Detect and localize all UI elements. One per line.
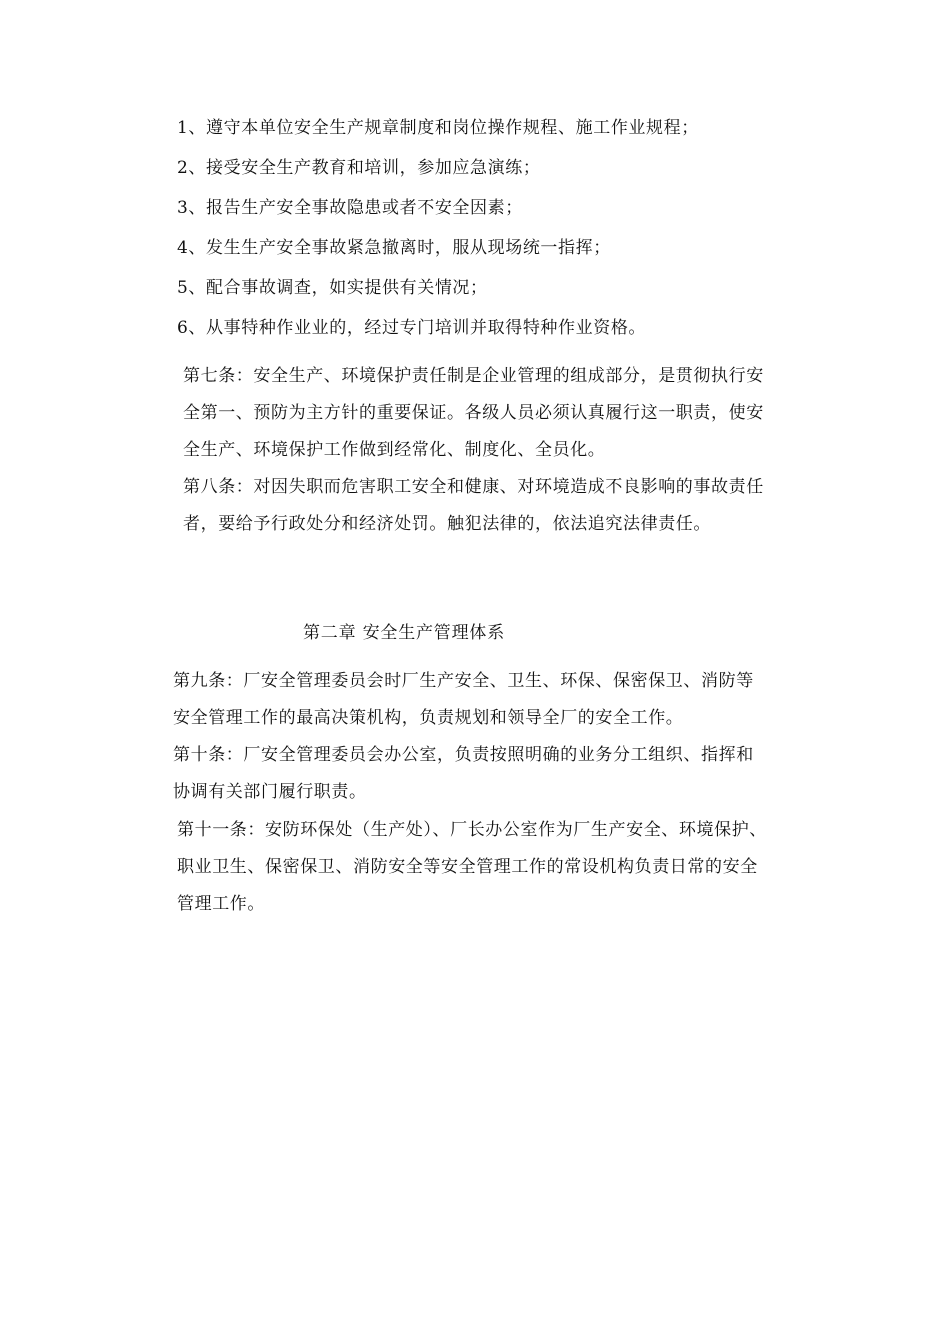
article-10-line-1: 第十条：厂安全管理委员会办公室，负责按照明确的业务分工组织、指挥和: [173, 745, 754, 765]
list-item-1: 1、遵守本单位安全生产规章制度和岗位操作规程、施工作业规程；: [177, 118, 699, 138]
article-7-line-1: 第七条：安全生产、环境保护责任制是企业管理的组成部分，是贯彻执行安: [183, 366, 764, 386]
list-item-4: 4、发生生产安全事故紧急撤离时，服从现场统一指挥；: [177, 238, 611, 258]
list-item-6: 6、从事特种作业业的，经过专门培训并取得特种作业资格。: [177, 318, 647, 338]
list-item-3: 3、报告生产安全事故隐患或者不安全因素；: [177, 198, 523, 218]
article-8-line-1: 第八条：对因失职而危害职工安全和健康、对环境造成不良影响的事故责任: [183, 477, 764, 497]
article-10-line-2: 协调有关部门履行职责。: [173, 782, 367, 802]
article-8-line-2: 者，要给予行政处分和经济处罚。触犯法律的，依法追究法律责任。: [183, 514, 711, 534]
article-11-line-1: 第十一条：安防环保处（生产处）、厂长办公室作为厂生产安全、环境保护、: [177, 820, 767, 840]
article-9-line-1: 第九条：厂安全管理委员会时厂生产安全、卫生、环保、保密保卫、消防等: [173, 671, 754, 691]
chapter-heading: 第二章 安全生产管理体系: [303, 623, 506, 643]
list-item-2: 2、接受安全生产教育和培训，参加应急演练；: [177, 158, 541, 178]
article-7-line-3: 全生产、环境保护工作做到经常化、制度化、全员化。: [183, 440, 606, 460]
article-11-line-2: 职业卫生、保密保卫、消防安全等安全管理工作的常设机构负责日常的安全: [177, 857, 758, 877]
article-7-line-2: 全第一、预防为主方针的重要保证。各级人员必须认真履行这一职责，使安: [183, 403, 764, 423]
list-item-5: 5、配合事故调查，如实提供有关情况；: [177, 278, 488, 298]
article-9-line-2: 安全管理工作的最高决策机构，负责规划和领导全厂的安全工作。: [173, 708, 684, 728]
article-11-line-3: 管理工作。: [177, 894, 265, 914]
